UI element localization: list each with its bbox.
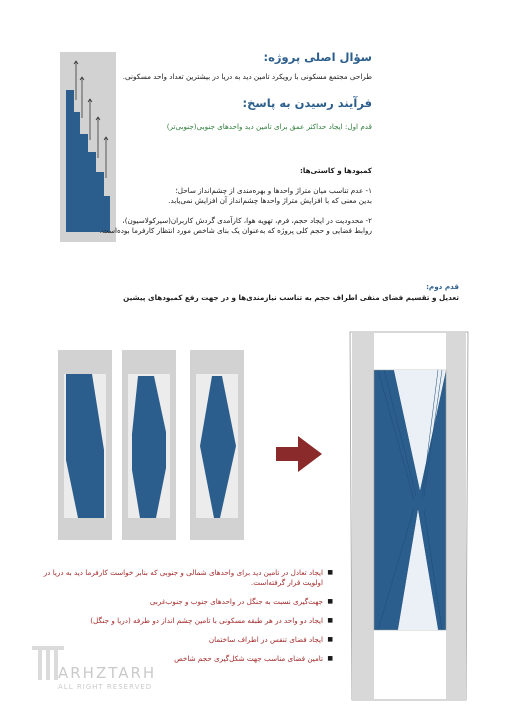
shortcoming-1-line1: ۱- عدم تناسب میان متراژ واحدها و بهره‌مندی از چشم‌انداز ساحل؛: [175, 186, 372, 195]
benefit-text: جهت‌گیری نسبت به جنگل در واحدهای جنوب و جنوب‌غربی: [149, 597, 323, 606]
final-massing-diagram: [348, 330, 470, 702]
benefit-text: ایجاد تعادل در تامین دید برای واحدهای شمالی و جنوبی که بنابر خواست کارفرما دید به دریا در اولویت قرار گرفته‌است.: [43, 568, 323, 587]
shortcoming-2-line1: ۲- محدودیت در ایجاد حجم، فرم، تهویه هوا، کارآمدی گردش کاربران(سیرکولاسیون)،: [122, 216, 372, 225]
watermark-logo: [28, 642, 178, 694]
benefit-item: [33, 597, 333, 607]
watermark-brand: ARHZTARH: [58, 664, 157, 682]
step2-text: تعدیل و تقسیم فضای منفی اطراف حجم به تناسب نیازمندی‌ها و در جهت رفع کمبودهای پیشین: [123, 293, 459, 302]
benefit-text: ایجاد دو واحد در هر طبقه مسکونی با تامین چشم انداز دو طرفه (دریا و جنگل): [90, 616, 323, 625]
main-question-heading: سؤال اصلی پروژه:: [263, 50, 372, 64]
benefit-item: [33, 616, 333, 626]
benefit-text: تامین فضای مناسب جهت شکل‌گیری حجم شاخص: [174, 654, 323, 663]
process-heading: فرآیند رسیدن به پاسخ:: [242, 96, 372, 110]
main-question-text: طراحی مجتمع مسکونی با رویکرد تامین دید به دریا در بیشترین تعداد واحد مسکونی.: [122, 72, 372, 81]
massing-diagram-2: [122, 350, 176, 540]
step2-title: قدم دوم:: [426, 282, 459, 291]
step1-text: قدم اول: ایجاد حداکثر عمق برای تامین دید واحدهای جنوبی(جنوبی‌تر): [166, 122, 372, 131]
massing-diagram-1: [58, 350, 112, 540]
right-arrow-icon: [276, 434, 322, 474]
shortcoming-2-line2: روابط فضایی و حجم کلی پروژه که به‌عنوان یک بنای شاخص مورد انتظار کارفرما بوده‌است.: [99, 226, 372, 235]
shortcomings-title: کمبودها و کاستی‌ها:: [300, 166, 372, 175]
watermark-tagline: ALL RIGHT RESERVED: [58, 683, 153, 691]
benefit-text: ایجاد فضای تنفس در اطراف ساختمان: [208, 635, 323, 644]
shortcoming-1-line2: بدین معنی که با افزایش متراژ واحدها چشم‌انداز آن افزایش نمی‌یابد.: [168, 196, 372, 205]
benefit-item: [33, 568, 333, 588]
massing-diagram-3: [190, 350, 244, 540]
